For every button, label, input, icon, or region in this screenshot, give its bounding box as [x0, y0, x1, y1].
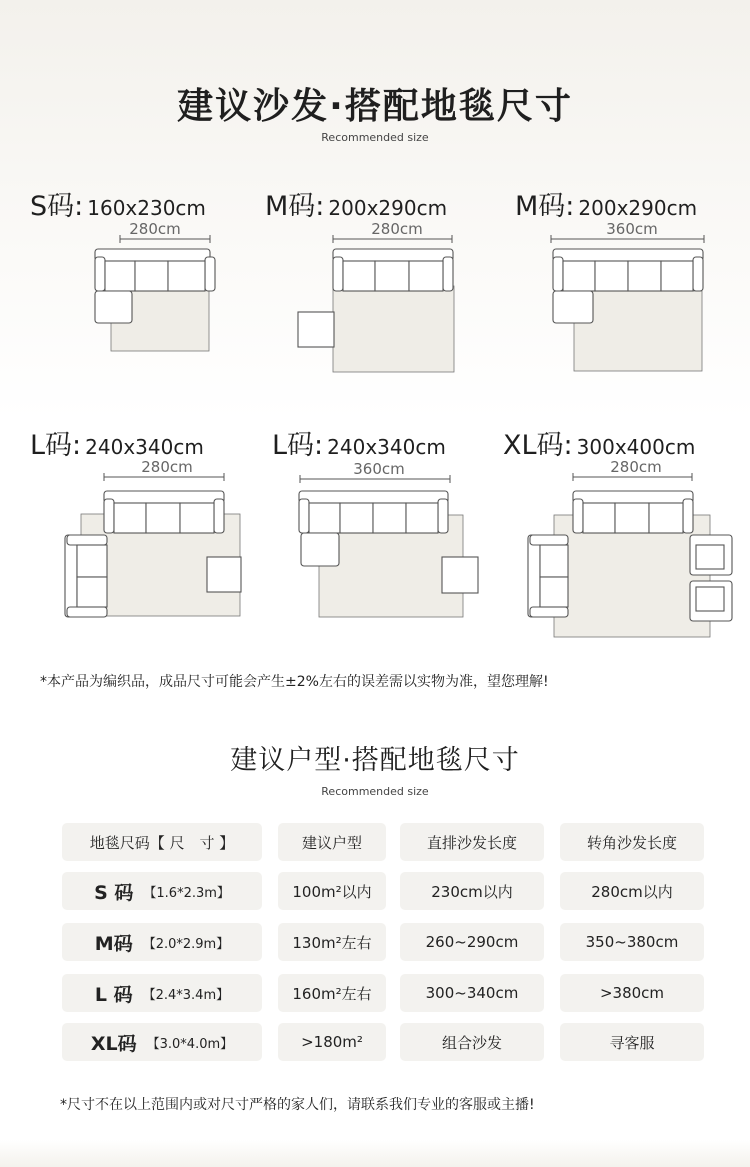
plan-size-label: M码:: [265, 191, 325, 222]
straight-sofa: [333, 249, 453, 291]
size-range: 【2.0*2.9m】: [142, 936, 230, 952]
table-cell-straight: 260~290cm: [400, 923, 544, 961]
plan-diagram-m2: [520, 215, 750, 415]
plan-diagram-l1: [50, 453, 280, 653]
side-sofa: [65, 535, 107, 617]
table-row-size: [62, 974, 262, 1012]
table-cell-straight: 300~340cm: [400, 974, 544, 1012]
plan-dims: 160x230cm: [87, 196, 206, 220]
plan-dims: 240x340cm: [327, 435, 446, 459]
page-title: 建议沙发·搭配地毯尺寸: [177, 86, 573, 127]
plan-size-label: M码:: [515, 191, 575, 222]
contact-note: *尺寸不在以上范围内或对尺寸严格的家人们，请联系我们专业的客服或主播!: [60, 1097, 535, 1113]
dimension-label: 280cm: [371, 220, 423, 238]
table-header-size: 地毯尺码【 尺 寸 】: [62, 823, 262, 861]
table-header-room: 建议户型: [278, 823, 386, 861]
section-subtitle: Recommended size: [321, 785, 429, 798]
size-range: 【3.0*4.0m】: [146, 1036, 234, 1052]
table-cell-corner: >380cm: [560, 974, 704, 1012]
table-header-straight: 直排沙发长度: [400, 823, 544, 861]
table-cell-straight: 组合沙发: [400, 1023, 544, 1061]
table-cell-room: 100m²以内: [278, 872, 386, 910]
armchair: [442, 557, 478, 593]
plan-diagram-m1: [280, 215, 510, 415]
table-row-size: [62, 923, 262, 961]
side-sofa: [528, 535, 568, 617]
plan-diagram-l2: [280, 453, 510, 653]
table-cell-room: 130m²左右: [278, 923, 386, 961]
straight-sofa: [104, 491, 224, 533]
table-cell-corner: 350~380cm: [560, 923, 704, 961]
plan-dims: 240x340cm: [85, 435, 204, 459]
dimension-label: 280cm: [141, 458, 193, 476]
size-code: M码: [94, 932, 133, 955]
plan-dims: 200x290cm: [578, 196, 698, 220]
table-row-size: [62, 1023, 262, 1061]
page-subtitle: Recommended size: [321, 131, 429, 144]
table-cell-room: >180m²: [278, 1023, 386, 1061]
plan-diagram-xl: [520, 453, 750, 653]
table-cell-straight: 230cm以内: [400, 872, 544, 910]
plan-diagram-s: [80, 215, 310, 415]
dimension-label: 280cm: [129, 220, 181, 238]
plan-size-label: L码:: [30, 430, 82, 461]
plan-size-label: XL码:: [503, 430, 573, 461]
armchair: [298, 312, 334, 347]
straight-sofa: [573, 491, 693, 533]
section-title: 建议户型·搭配地毯尺寸: [230, 745, 520, 776]
armchair: [207, 557, 241, 592]
table-cell-room: 160m²左右: [278, 974, 386, 1012]
plan-dims: 300x400cm: [576, 435, 696, 459]
table-row-size: [62, 872, 262, 910]
plan-size-label: S码:: [30, 191, 84, 222]
rug: [333, 286, 454, 372]
dimension-label: 280cm: [610, 458, 662, 476]
table-cell-corner: 280cm以内: [560, 872, 704, 910]
disclaimer-note: *本产品为编织品，成品尺寸可能会产生±2%左右的误差需以实物为准，望您理解!: [40, 674, 549, 690]
size-code: L 码: [94, 983, 133, 1006]
size-range: 【2.4*3.4m】: [142, 987, 230, 1003]
size-range: 【1.6*2.3m】: [143, 885, 230, 901]
table-cell-corner: 寻客服: [560, 1023, 704, 1061]
table-header-corner: 转角沙发长度: [560, 823, 704, 861]
size-code: XL码: [90, 1032, 137, 1055]
dimension-label: 360cm: [353, 460, 405, 478]
plan-size-label: L码:: [272, 430, 324, 461]
size-code: S 码: [94, 881, 134, 904]
dimension-label: 360cm: [606, 220, 658, 238]
plan-dims: 200x290cm: [328, 196, 448, 220]
